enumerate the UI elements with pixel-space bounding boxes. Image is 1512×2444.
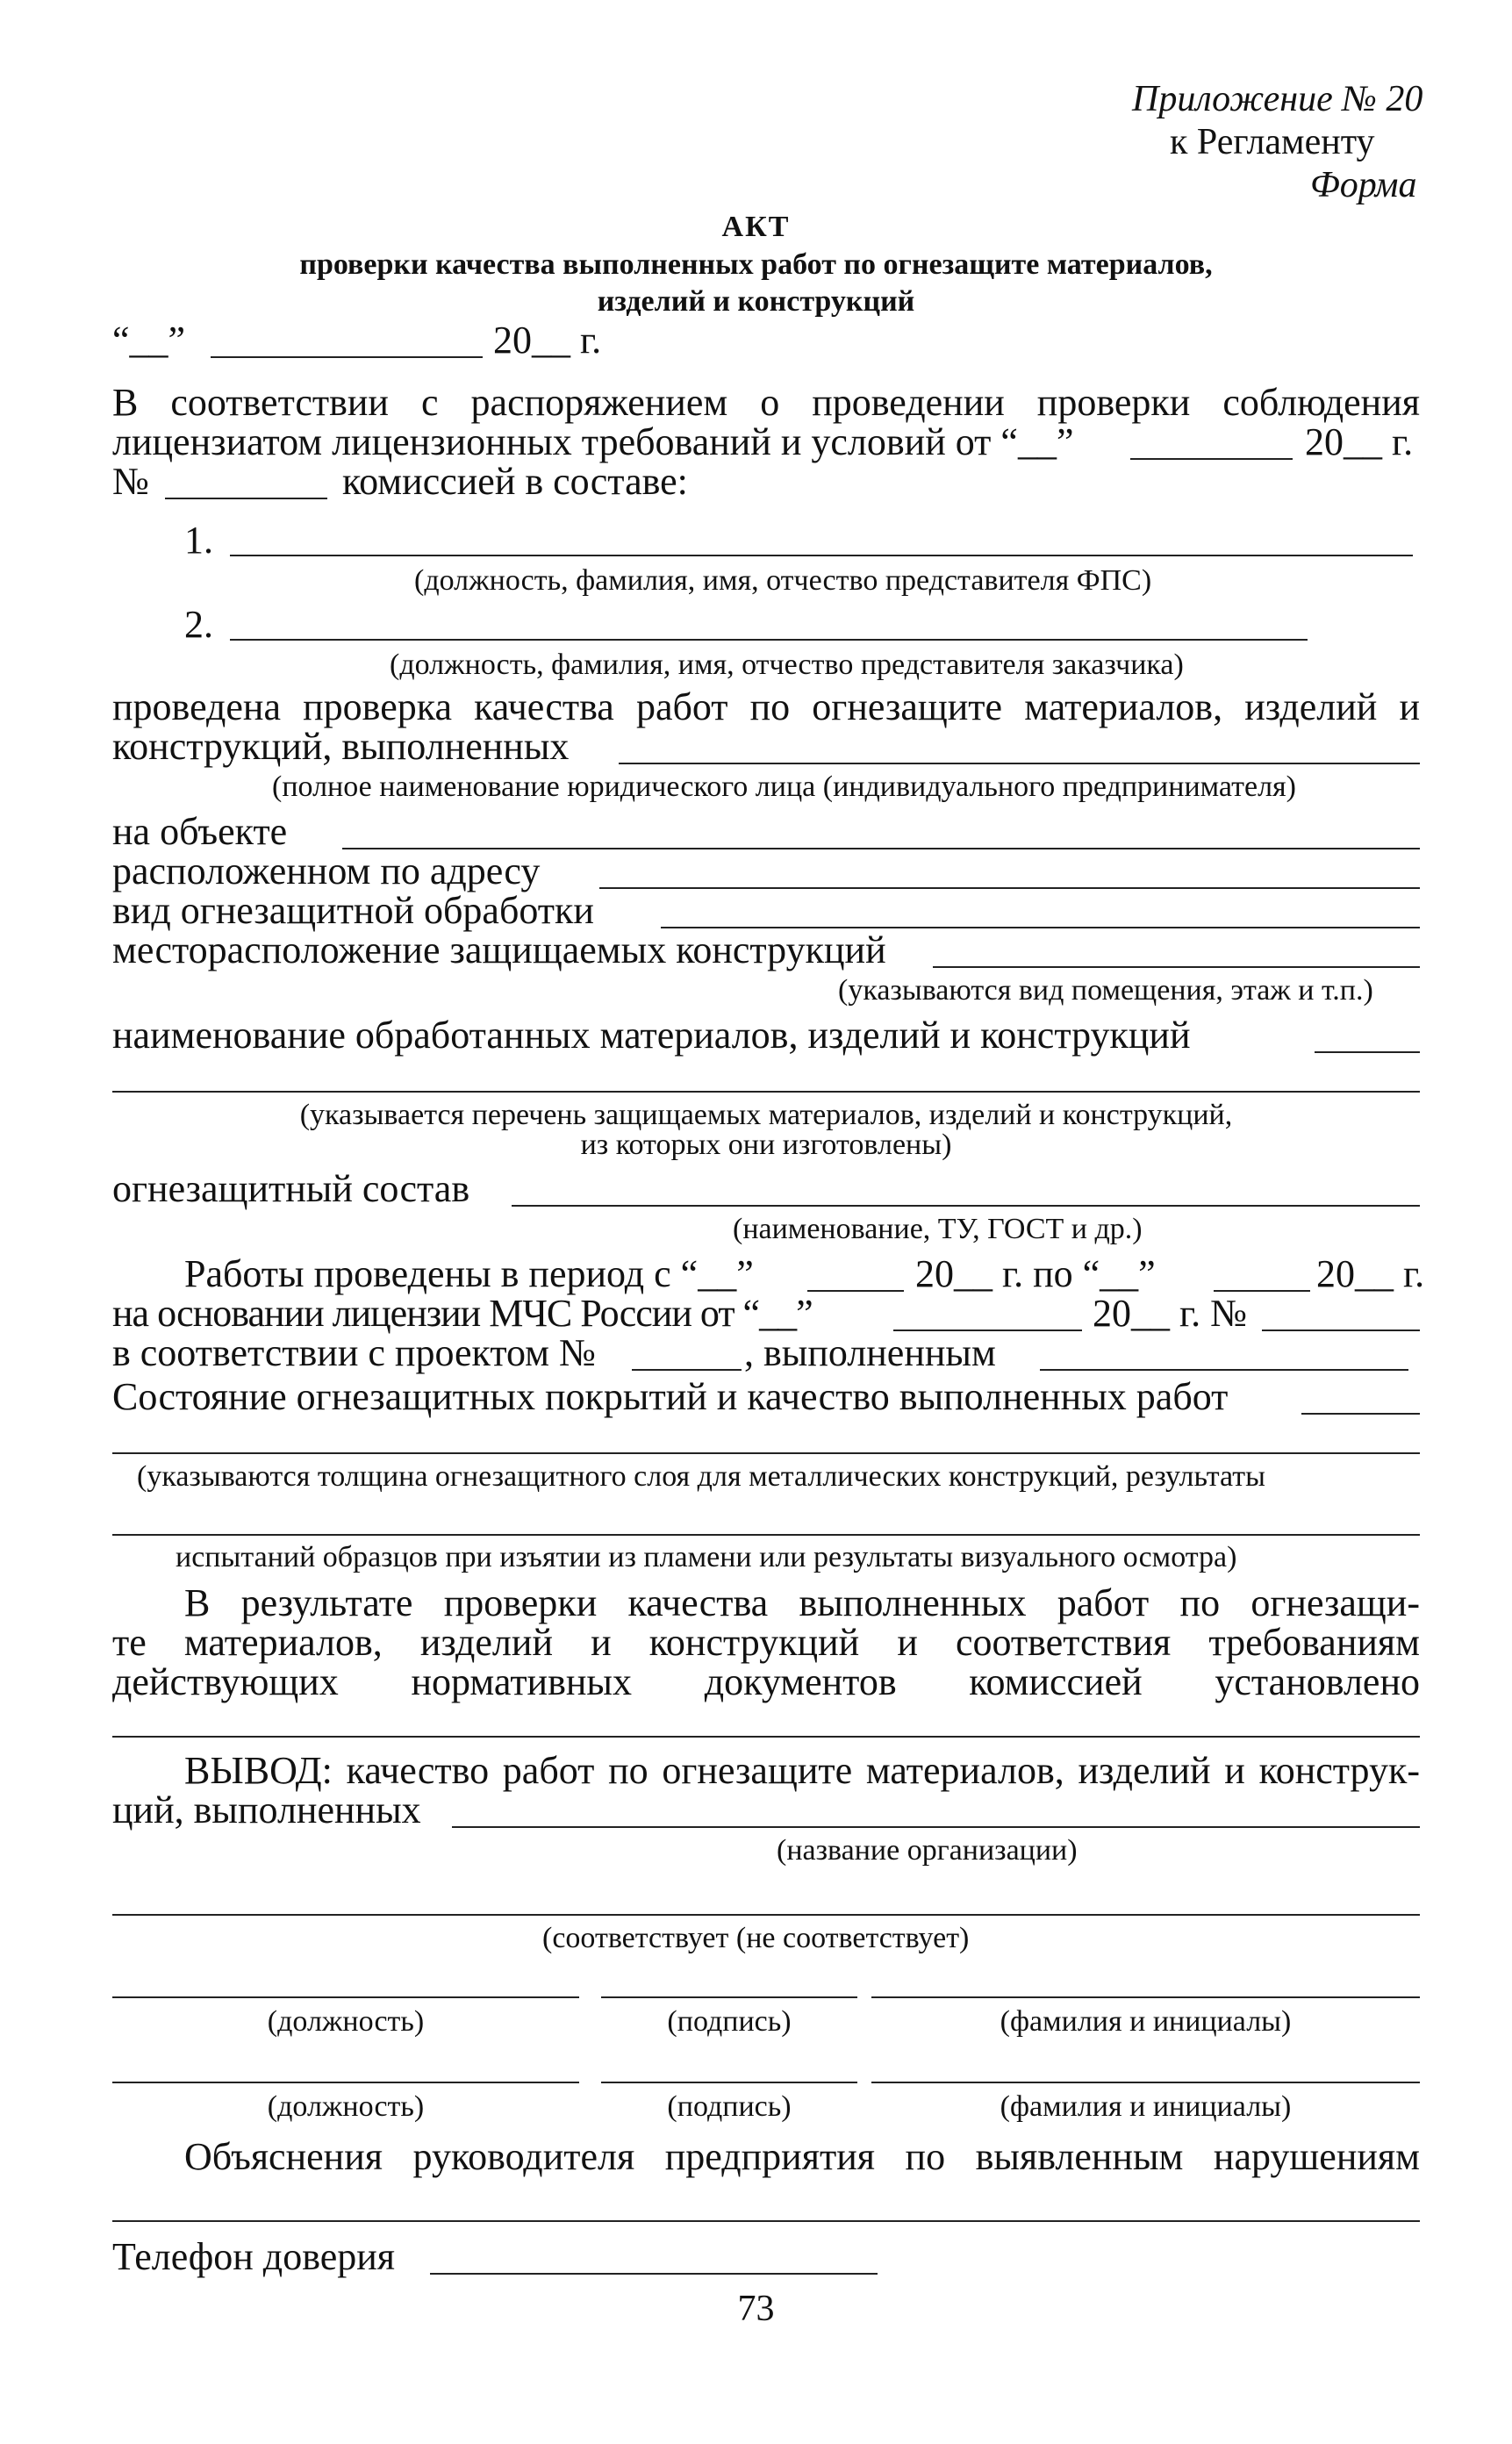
result-blank[interactable] xyxy=(112,1736,1420,1738)
state-caption-2: испытаний образцов при изъятии из пламени или результаты визуального осмотра) xyxy=(176,1541,1237,1573)
conclusion-line2: ций, выполненных xyxy=(112,1788,421,1831)
result-line2: те материалов, изделий и конструкций и соответствия требованиям xyxy=(112,1621,1420,1664)
signature-2-sign-caption: (подпись) xyxy=(667,2090,792,2123)
date-year: 20__ г. xyxy=(493,319,602,362)
materials-label: наименование обработанных материалов, изделий и конструкций xyxy=(112,1014,1191,1057)
date-day: “__” xyxy=(112,319,186,362)
license-year: 20__ г. № xyxy=(1093,1292,1248,1335)
result-line3: действующих нормативных документов комиссией установлено xyxy=(112,1660,1420,1703)
page-number: 73 xyxy=(737,2289,775,2329)
conclusion-line1: ВЫВОД: качество работ по огнезащите материалов, изделий и конструк- xyxy=(184,1749,1420,1792)
signature-1-position-blank[interactable] xyxy=(112,1996,579,1998)
works-start-month-blank[interactable] xyxy=(807,1290,904,1292)
act-subtitle-line2: изделий и конструкций xyxy=(597,285,915,318)
materials-caption-2: из которых они изготовлены) xyxy=(580,1129,952,1161)
order-date-blank[interactable] xyxy=(1130,458,1293,460)
signature-1-sign-blank[interactable] xyxy=(601,1996,857,1998)
location-caption: (указываются вид помещения, этаж и т.п.) xyxy=(838,974,1373,1007)
address-label: расположенном по адресу xyxy=(112,849,541,892)
appendix-label: Приложение № 20 xyxy=(1132,79,1423,119)
signature-2-name-blank[interactable] xyxy=(871,2082,1420,2083)
hotline-blank[interactable] xyxy=(430,2273,878,2275)
signature-1-position-caption: (должность) xyxy=(267,2005,425,2038)
location-blank[interactable] xyxy=(933,966,1420,968)
state-label: Состояние огнезащитных покрытий и качество выполненных работ xyxy=(112,1375,1229,1418)
address-blank[interactable] xyxy=(599,887,1420,889)
order-number-blank[interactable] xyxy=(165,498,327,499)
works-period-end-year: 20__ г. xyxy=(1316,1252,1425,1295)
treatment-type-label: вид огнезащитной обработки xyxy=(112,889,594,932)
commission-caption-2: (должность, фамилия, имя, отчество представителя заказчика) xyxy=(390,649,1184,681)
signature-1-name-caption: (фамилия и инициалы) xyxy=(1000,2005,1292,2038)
object-label: на объекте xyxy=(112,810,288,853)
regulation-label: к Регламенту xyxy=(1170,122,1375,162)
materials-blank[interactable] xyxy=(112,1091,1420,1093)
inspection-line2: конструкций, выполненных xyxy=(112,725,570,768)
project-executed-label: , выполненным xyxy=(744,1331,996,1374)
explanations-blank[interactable] xyxy=(112,2220,1420,2222)
intro-line2: лицензиатом лицензионных требований и условий от “__” xyxy=(112,420,1074,463)
commission-intro: комиссией в составе: xyxy=(342,460,688,503)
act-title: АКТ xyxy=(721,211,791,243)
state-blank-inline[interactable] xyxy=(1301,1413,1420,1415)
signature-1-sign-caption: (подпись) xyxy=(667,2005,792,2038)
contractor-caption: (полное наименование юридического лица (индивидуального предпринимателя) xyxy=(272,770,1297,803)
state-blank-1[interactable] xyxy=(112,1452,1420,1454)
form-label: Форма xyxy=(1310,165,1417,205)
materials-blank-inline[interactable] xyxy=(1315,1051,1420,1053)
project-number-blank[interactable] xyxy=(632,1369,742,1371)
order-number-sign: № xyxy=(112,460,149,503)
works-period-start: Работы проведены в период с “__” xyxy=(184,1252,754,1295)
compliance-caption: (соответствует (не соответствует) xyxy=(542,1922,970,1954)
materials-caption-1: (указывается перечень защищаемых материалов, изделий и конструкций, xyxy=(299,1099,1233,1131)
commission-item-2: 2. xyxy=(184,603,213,646)
inspection-line1: проведена проверка качества работ по огнезащите материалов, изделий и xyxy=(112,685,1420,728)
commission-caption-1: (должность, фамилия, имя, отчество представителя ФПС) xyxy=(414,564,1152,597)
signature-2-name-caption: (фамилия и инициалы) xyxy=(1000,2090,1292,2123)
order-year: 20__ г. xyxy=(1305,420,1414,463)
license-label: на основании лицензии МЧС России от “__” xyxy=(112,1292,813,1335)
hotline-label: Телефон доверия xyxy=(112,2235,396,2278)
project-executor-blank[interactable] xyxy=(1040,1369,1408,1371)
contractor-name-blank[interactable] xyxy=(619,763,1420,764)
signature-2-position-blank[interactable] xyxy=(112,2082,579,2083)
organization-caption: (название организации) xyxy=(777,1834,1078,1867)
result-line1: В результате проверки качества выполненных работ по огнезащи- xyxy=(184,1581,1420,1624)
state-caption-1: (указываются толщина огнезащитного слоя для металлических конструкций, результаты xyxy=(137,1460,1265,1493)
intro-line1: В соответствии с распоряжением о проведении проверки соблюдения xyxy=(112,381,1420,424)
commission-member-2-blank[interactable] xyxy=(230,639,1308,641)
composition-caption: (наименование, ТУ, ГОСТ и др.) xyxy=(733,1213,1143,1245)
commission-item-1: 1. xyxy=(184,519,213,562)
project-label: в соответствии с проектом № xyxy=(112,1331,596,1374)
organization-name-blank[interactable] xyxy=(452,1826,1420,1828)
composition-label: огнезащитный состав xyxy=(112,1167,470,1210)
license-number-blank[interactable] xyxy=(1262,1330,1420,1331)
signature-2-position-caption: (должность) xyxy=(267,2090,425,2123)
commission-member-1-blank[interactable] xyxy=(230,555,1413,556)
explanations-label: Объяснения руководителя предприятия по выявленным нарушениям xyxy=(184,2135,1420,2178)
signature-2-sign-blank[interactable] xyxy=(601,2082,857,2083)
act-subtitle-line1: проверки качества выполненных работ по огнезащите материалов, xyxy=(299,248,1213,281)
signature-1-name-blank[interactable] xyxy=(871,1996,1420,1998)
composition-blank[interactable] xyxy=(512,1205,1420,1207)
location-label: месторасположение защищаемых конструкций xyxy=(112,928,886,971)
compliance-blank[interactable] xyxy=(112,1914,1420,1916)
works-period-middle: 20__ г. по “__” xyxy=(915,1252,1156,1295)
date-month-blank[interactable] xyxy=(211,356,483,358)
state-blank-2[interactable] xyxy=(112,1534,1420,1536)
